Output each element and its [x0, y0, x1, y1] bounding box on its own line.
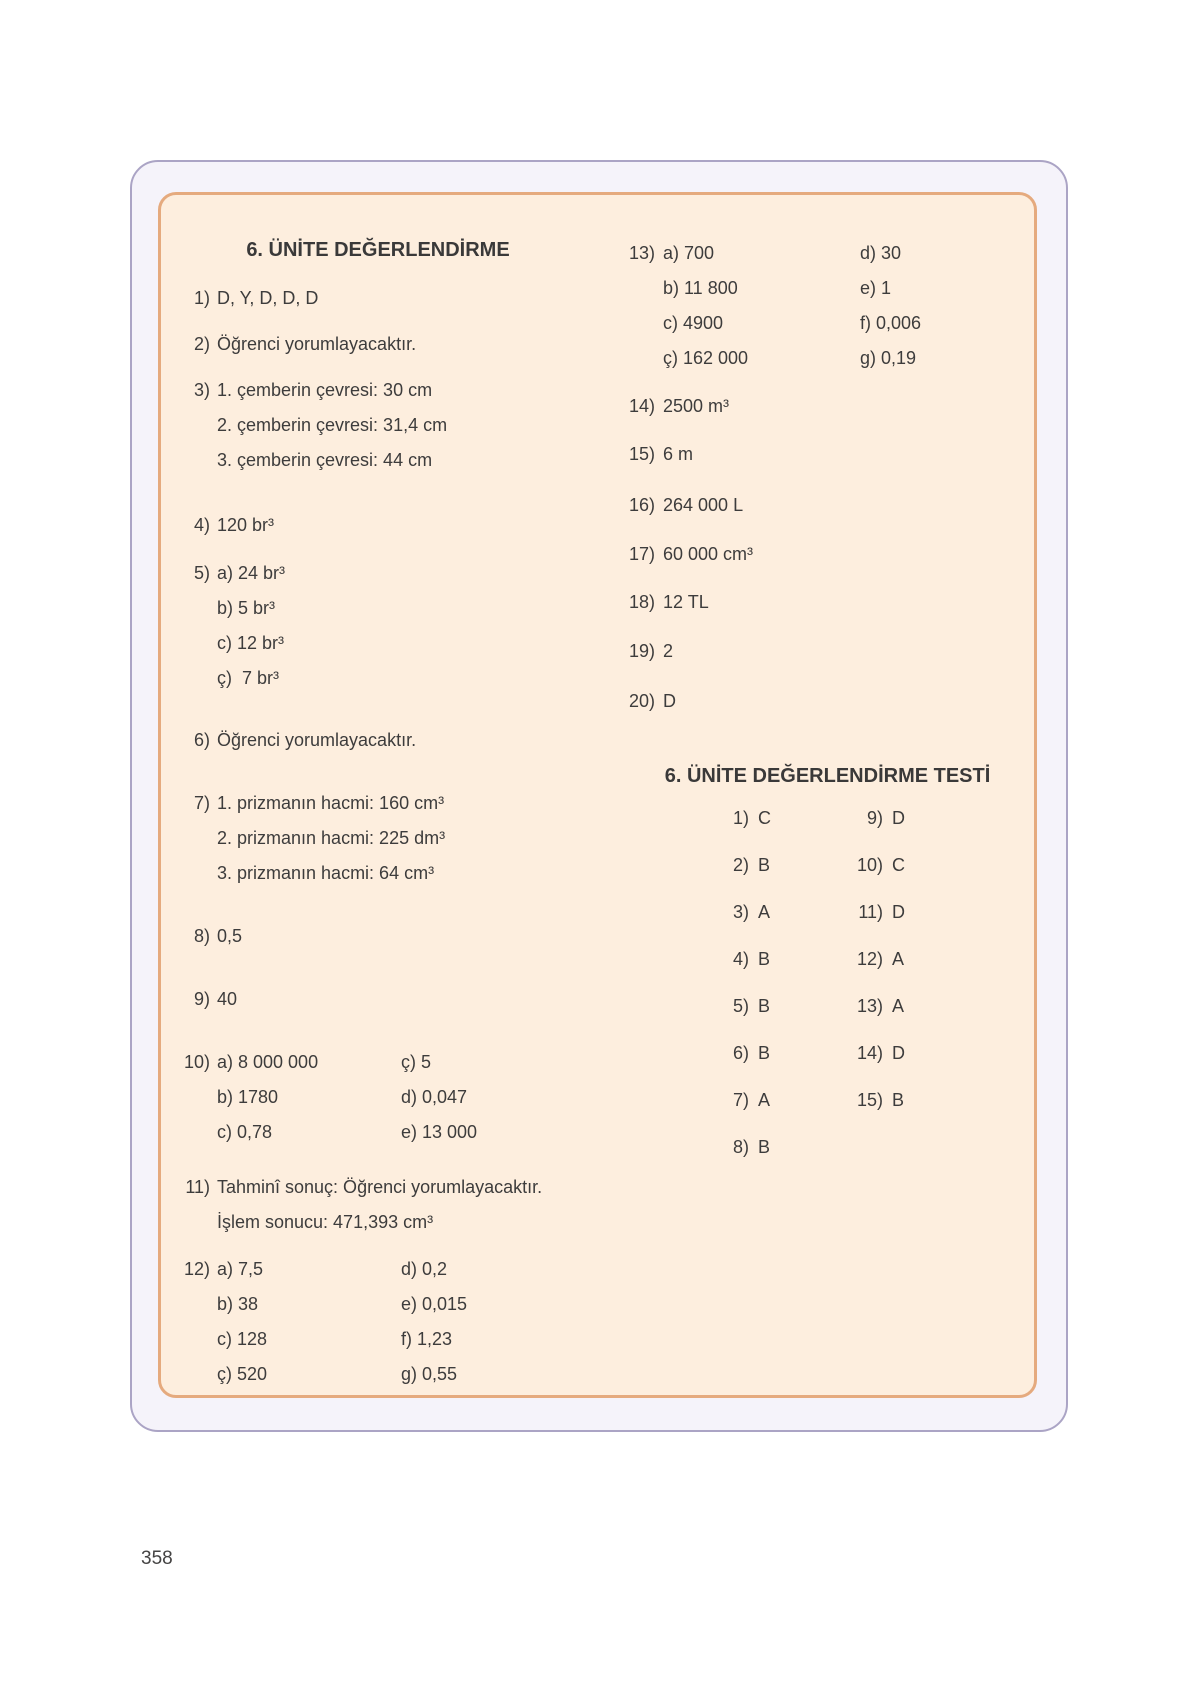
- test-question-number: 5): [732, 996, 749, 1016]
- answer-line: Öğrenci yorumlayacaktır.: [217, 334, 417, 354]
- answers-inner-panel: [158, 192, 1037, 1398]
- answer-pair-right: d) 0,2: [401, 1259, 448, 1279]
- answer-item-body: [217, 723, 621, 758]
- test-answer-row: [621, 895, 1034, 929]
- answer-item-body: [663, 488, 1034, 523]
- test-answer-row: [621, 801, 1034, 835]
- answer-pair-right: f) 0,006: [860, 313, 922, 333]
- answer-pair-row: [217, 1080, 621, 1115]
- answer-item-number: 1): [193, 288, 210, 308]
- test-question-number: 7): [732, 1090, 749, 1110]
- answer-line: 2. çemberin çevresi: 31,4 cm: [217, 415, 448, 435]
- unit-evaluation-title: 6. ÜNİTE DEĞERLENDİRME: [246, 239, 510, 261]
- answer-pair-right: e) 13 000: [401, 1122, 478, 1142]
- answer-item-number: 10): [183, 1052, 210, 1072]
- answers-outer-panel: [130, 160, 1068, 1432]
- test-question-number: 1): [732, 808, 749, 828]
- test-answer-row: [621, 1083, 1034, 1117]
- answer-item: [161, 786, 621, 891]
- answer-item-body: [663, 684, 1034, 719]
- answer-item-number: 4): [193, 515, 210, 535]
- answer-item-number: 20): [628, 691, 655, 711]
- test-question-number: 8): [732, 1137, 749, 1157]
- answer-item: [161, 556, 621, 696]
- unit-test-title: 6. ÜNİTE DEĞERLENDİRME TESTİ: [664, 765, 991, 787]
- answer-line: a) 24 br³: [217, 563, 286, 583]
- answer-item: [621, 585, 1034, 620]
- answer-item: [161, 508, 621, 543]
- answers-right-column: [621, 195, 1034, 1395]
- answer-item-number: 12): [183, 1259, 210, 1279]
- answer-item-body: [217, 556, 621, 696]
- answer-item-number: 8): [193, 926, 210, 946]
- answer-item: [161, 723, 621, 758]
- answer-pair-row: [217, 1322, 621, 1357]
- answer-pair-right: g) 0,19: [860, 348, 917, 368]
- answer-item: [161, 281, 621, 316]
- answer-pair-right: e) 1: [860, 278, 892, 298]
- answer-item-body: [217, 1045, 621, 1150]
- answer-pair-row: [663, 341, 1034, 376]
- answer-item-number: 17): [628, 544, 655, 564]
- answer-line: 60 000 cm³: [663, 544, 754, 564]
- answer-item-body: [217, 373, 621, 478]
- answer-pair-left: ç) 520: [217, 1364, 268, 1384]
- answer-item-body: [217, 1170, 621, 1240]
- answer-item-number: 2): [193, 334, 210, 354]
- answer-item-number: 16): [628, 495, 655, 515]
- test-answer-row: [621, 989, 1034, 1023]
- test-answer-letter: A: [892, 949, 905, 969]
- answer-item: [621, 236, 1034, 376]
- answer-line: 12 TL: [663, 592, 709, 612]
- answer-line: 120 br³: [217, 515, 275, 535]
- answer-line: D: [663, 691, 676, 711]
- answer-pair-row: [217, 1045, 621, 1080]
- answer-pair-right: g) 0,55: [401, 1364, 458, 1384]
- answer-pair-left: b) 1780: [217, 1087, 279, 1107]
- test-answer-letter: A: [758, 902, 771, 922]
- answer-item-number: 6): [193, 730, 210, 750]
- test-question-number: 6): [732, 1043, 749, 1063]
- page-number: 358: [141, 1548, 173, 1569]
- answer-item-body: [217, 1252, 621, 1392]
- answer-pair-left: ç) 162 000: [663, 348, 749, 368]
- answer-pair-row: [217, 1287, 621, 1322]
- answer-pair-right: d) 0,047: [401, 1087, 468, 1107]
- answer-item-body: [217, 508, 621, 543]
- answer-line: 6 m: [663, 444, 694, 464]
- test-answer-letter: B: [758, 1043, 771, 1063]
- test-answer-letter: C: [892, 855, 905, 875]
- test-answer-row: [621, 1130, 1034, 1164]
- answer-line: 264 000 L: [663, 495, 744, 515]
- answer-item-body: [217, 786, 621, 891]
- answer-pair-left: c) 0,78: [217, 1122, 273, 1142]
- answer-item: [621, 684, 1034, 719]
- answer-pair-left: b) 11 800: [663, 278, 738, 298]
- answer-item: [161, 982, 621, 1017]
- answer-line: 1. çemberin çevresi: 30 cm: [217, 380, 433, 400]
- answer-item-number: 9): [193, 989, 210, 1009]
- test-answer-letter: B: [758, 949, 771, 969]
- answer-pair-left: c) 128: [217, 1329, 268, 1349]
- test-question-number: 4): [732, 949, 749, 969]
- answer-item: [621, 537, 1034, 572]
- answer-item: [621, 389, 1034, 424]
- answer-item-body: [663, 634, 1034, 669]
- answer-item-body: [663, 537, 1034, 572]
- answer-pair-left: c) 4900: [663, 313, 724, 333]
- answer-item: [161, 919, 621, 954]
- answer-item: [161, 327, 621, 362]
- answer-item-number: 14): [628, 396, 655, 416]
- answer-pair-right: f) 1,23: [401, 1329, 453, 1349]
- test-answer-letter: B: [892, 1090, 905, 1110]
- answer-line: 2500 m³: [663, 396, 730, 416]
- test-question-number: 13): [856, 996, 883, 1016]
- answer-item: [621, 488, 1034, 523]
- answer-pair-row: [217, 1357, 621, 1392]
- test-answer-letter: B: [758, 996, 771, 1016]
- answer-item: [161, 1045, 621, 1150]
- answer-line: 3. prizmanın hacmi: 64 cm³: [217, 863, 435, 883]
- test-answer-letter: D: [892, 902, 905, 922]
- answer-item-body: [663, 585, 1034, 620]
- answer-item: [161, 1170, 621, 1240]
- answer-line: c) 12 br³: [217, 633, 285, 653]
- answer-line: 1. prizmanın hacmi: 160 cm³: [217, 793, 445, 813]
- test-question-number: 10): [856, 855, 883, 875]
- test-question-number: 9): [866, 808, 883, 828]
- test-answer-row: [621, 1036, 1034, 1070]
- test-answer-letter: C: [758, 808, 771, 828]
- answer-line: 40: [217, 989, 238, 1009]
- unit-test-answers-section: [621, 761, 1034, 1164]
- test-question-number: 11): [858, 902, 883, 922]
- answer-item: [621, 437, 1034, 472]
- answer-pair-left: a) 8 000 000: [217, 1052, 319, 1072]
- test-question-number: 12): [856, 949, 883, 969]
- answer-pair-row: [217, 1115, 621, 1150]
- answer-item-body: [217, 281, 621, 316]
- answers-columns: [161, 195, 1034, 1395]
- answer-pair-row: [217, 1252, 621, 1287]
- test-answer-letter: B: [758, 1137, 771, 1157]
- answer-item-number: 19): [628, 641, 655, 661]
- answer-pair-right: e) 0,015: [401, 1294, 468, 1314]
- answer-item-number: 11): [185, 1177, 210, 1197]
- answer-item-number: 3): [193, 380, 210, 400]
- test-answer-letter: B: [758, 855, 771, 875]
- answer-line: b) 5 br³: [217, 598, 276, 618]
- test-question-number: [809, 1130, 883, 1164]
- test-question-number: 3): [732, 902, 749, 922]
- test-answer-letter: D: [892, 808, 905, 828]
- answer-item: [621, 634, 1034, 669]
- answer-line: Öğrenci yorumlayacaktır.: [217, 730, 417, 750]
- answers-left-column: [161, 195, 621, 1395]
- answer-line: 3. çemberin çevresi: 44 cm: [217, 450, 433, 470]
- answer-pair-row: [663, 306, 1034, 341]
- test-question-number: 2): [732, 855, 749, 875]
- answer-line: D, Y, D, D, D: [217, 288, 319, 308]
- answer-pair-right: d) 30: [860, 243, 902, 263]
- answer-pair-row: [663, 271, 1034, 306]
- answer-pair-right: ç) 5: [401, 1052, 432, 1072]
- answer-pair-left: a) 700: [663, 243, 715, 263]
- answer-item-body: [663, 437, 1034, 472]
- answer-item-body: [663, 389, 1034, 424]
- test-answer-letter: A: [758, 1090, 771, 1110]
- answer-item: [161, 1252, 621, 1392]
- answer-pair-left: b) 38: [217, 1294, 259, 1314]
- test-answer-letter: D: [892, 1043, 905, 1063]
- answer-line: ç) 7 br³: [217, 668, 280, 688]
- answer-line: 0,5: [217, 926, 243, 946]
- answer-item-body: [217, 327, 621, 362]
- answer-item-number: 15): [628, 444, 655, 464]
- answer-item-number: 18): [628, 592, 655, 612]
- answer-item-body: [217, 919, 621, 954]
- answer-pair-row: [663, 236, 1034, 271]
- answer-item: [161, 373, 621, 478]
- answer-pair-left: a) 7,5: [217, 1259, 264, 1279]
- test-answer-row: [621, 848, 1034, 882]
- answer-item-number: 13): [628, 243, 655, 263]
- answer-item-number: 5): [193, 563, 210, 583]
- answer-line: 2: [663, 641, 674, 661]
- answer-item-body: [217, 982, 621, 1017]
- answer-item-body: [663, 236, 1034, 376]
- answer-line: İşlem sonucu: 471,393 cm³: [217, 1212, 434, 1232]
- test-answer-row: [621, 942, 1034, 976]
- test-question-number: 15): [856, 1090, 883, 1110]
- answer-line: 2. prizmanın hacmi: 225 dm³: [217, 828, 446, 848]
- test-question-number: 14): [856, 1043, 883, 1063]
- answer-item-number: 7): [193, 793, 210, 813]
- test-answer-letter: A: [892, 996, 905, 1016]
- answer-line: Tahminî sonuç: Öğrenci yorumlayacaktır.: [217, 1177, 543, 1197]
